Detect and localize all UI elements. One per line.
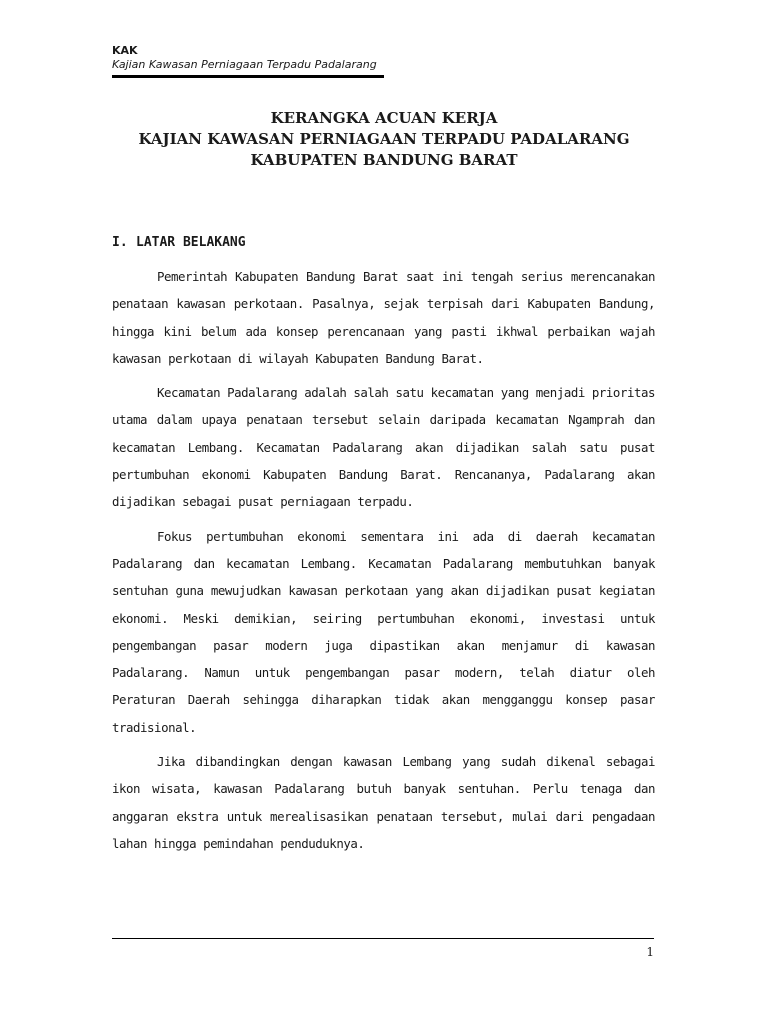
paragraph-1: Pemerintah Kabupaten Bandung Barat saat ini tengah serius merencanakan penataan kawasan perkotaan. Pasalnya, sejak terpisah dari Kabupaten Bandung, hingga kini belum ada konsep perencanaan yang pasti ikhwal perbaikan wajah kawasan perkotaan di wilayah Kabupaten Bandung Barat.: [112, 269, 655, 366]
page-number: 1: [646, 945, 654, 959]
paragraph-3: Fokus pertumbuhan ekonomi sementara ini ada di daerah kecamatan Padalarang dan kecamatan Lembang. Kecamatan Padalarang membutuhkan banyak sentuhan guna mewujudkan kawasan perkotaan yang akan dijadikan pusat kegiatan ekonomi. Meski demikian, seiring pertumbuhan ekonomi, investasi untuk pengembangan pasar modern juga dipastikan akan menjamur di kawasan Padalarang. Namun untuk pengembangan pasar modern, telah diatur oleh Peraturan Daerah sehingga diharapkan tidak akan mengganggu konsep pasar tradisional.: [112, 528, 655, 735]
title-line-2: KAJIAN KAWASAN PERNIAGAAN TERPADU PADALARANG: [138, 130, 630, 148]
running-header: [112, 44, 384, 72]
body-text: [112, 263, 655, 864]
footer-rule: [112, 938, 654, 939]
paragraph-4: Jika dibandingkan dengan kawasan Lembang yang sudah dikenal sebagai ikon wisata, kawasan Padalarang butuh banyak sentuhan. Perlu tenaga dan anggaran ekstra untuk merealisasikan penataan tersebut, mulai dari pengadaan lahan hingga pemindahan penduduknya.: [112, 754, 655, 851]
header-code: KAK: [112, 44, 138, 57]
section-heading: [112, 234, 246, 252]
header-rule: [112, 75, 384, 78]
title-line-1: KERANGKA ACUAN KERJA: [270, 109, 498, 127]
section-title: LATAR BELAKANG: [136, 235, 246, 250]
paragraph-2: Kecamatan Padalarang adalah salah satu kecamatan yang menjadi prioritas utama dalam upaya penataan tersebut selain daripada kecamatan Ngamprah dan kecamatan Lembang. Kecamatan Padalarang akan dijadikan salah satu pusat pertumbuhan ekonomi Kabupaten Bandung Barat. Rencananya, Padalarang akan dijadikan sebagai pusat perniagaan terpadu.: [112, 385, 655, 510]
header-subtitle: Kajian Kawasan Perniagaan Terpadu Padalarang: [112, 58, 377, 71]
document-title: [112, 108, 656, 171]
title-line-3: KABUPATEN BANDUNG BARAT: [250, 151, 518, 169]
section-number: I.: [112, 235, 128, 250]
